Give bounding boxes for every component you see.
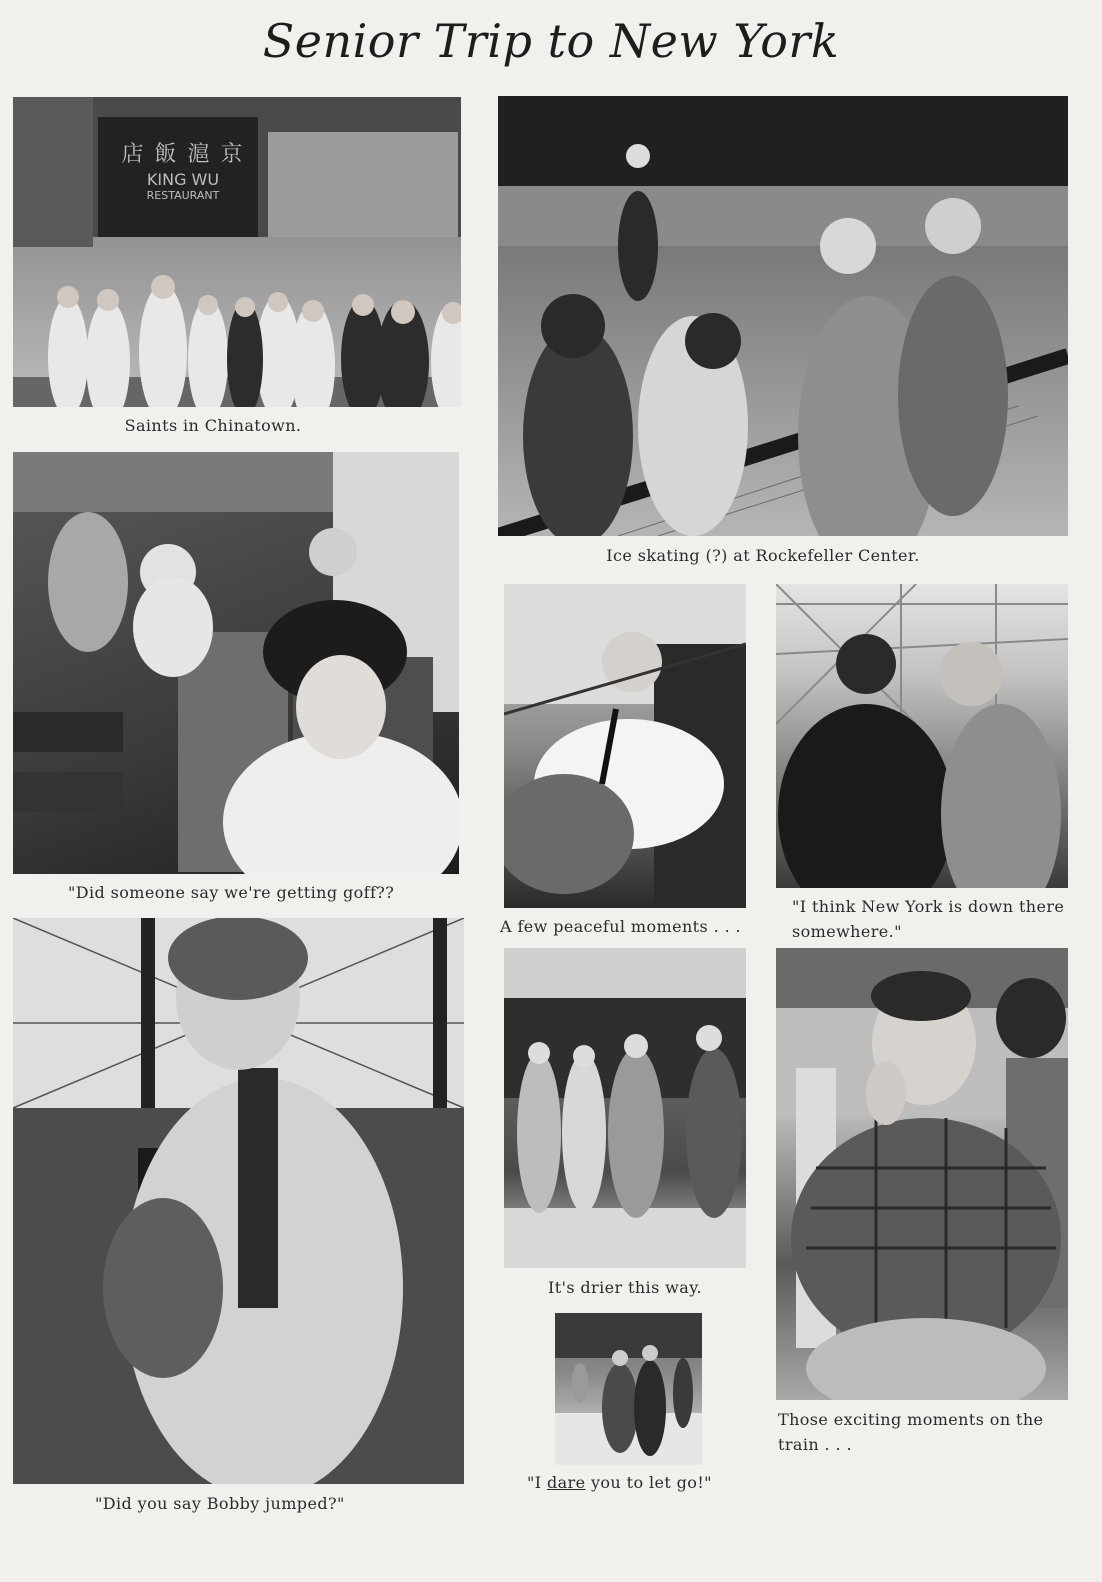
caption-chinatown: Saints in Chinatown. <box>124 416 302 435</box>
caption-bobby: "Did you say Bobby jumped?" <box>95 1494 345 1513</box>
caption-peaceful: A few peaceful moments . . . <box>500 917 742 936</box>
photo-bus <box>13 452 459 874</box>
caption-down-there-line2: somewhere." <box>792 922 902 941</box>
photo-chinatown <box>13 97 461 407</box>
restaurant-sign-word: RESTAURANT <box>146 189 220 202</box>
caption-train <box>778 1407 1043 1457</box>
caption-dare-underlined: dare <box>546 1473 586 1492</box>
caption-down-there-line1: "I think New York is down there <box>792 897 1065 916</box>
photo-drier <box>504 948 746 1268</box>
restaurant-sign-chinese: 店 飯 滬 京 <box>121 142 245 167</box>
caption-bus: "Did someone say we're getting goff?? <box>68 883 395 902</box>
photo-dare <box>555 1313 702 1465</box>
caption-down-there <box>792 894 1064 944</box>
photo-ice-skating <box>498 96 1068 536</box>
caption-drier: It's drier this way. <box>547 1278 703 1297</box>
page-title: Senior Trip to New York <box>262 14 840 68</box>
caption-ice-skating: Ice skating (?) at Rockefeller Center. <box>606 546 920 565</box>
restaurant-sign-name: KING WU <box>146 170 220 189</box>
photo-train <box>776 948 1068 1400</box>
photo-peaceful <box>504 584 746 908</box>
caption-dare <box>527 1470 712 1495</box>
photo-down-there <box>776 584 1068 888</box>
photo-bobby <box>13 918 464 1484</box>
restaurant-sign <box>108 137 258 202</box>
caption-dare-post: you to let go!" <box>585 1473 712 1492</box>
caption-train-line2: train . . . <box>778 1435 852 1454</box>
caption-dare-pre: "I <box>527 1473 547 1492</box>
caption-train-line1: Those exciting moments on the <box>778 1410 1044 1429</box>
